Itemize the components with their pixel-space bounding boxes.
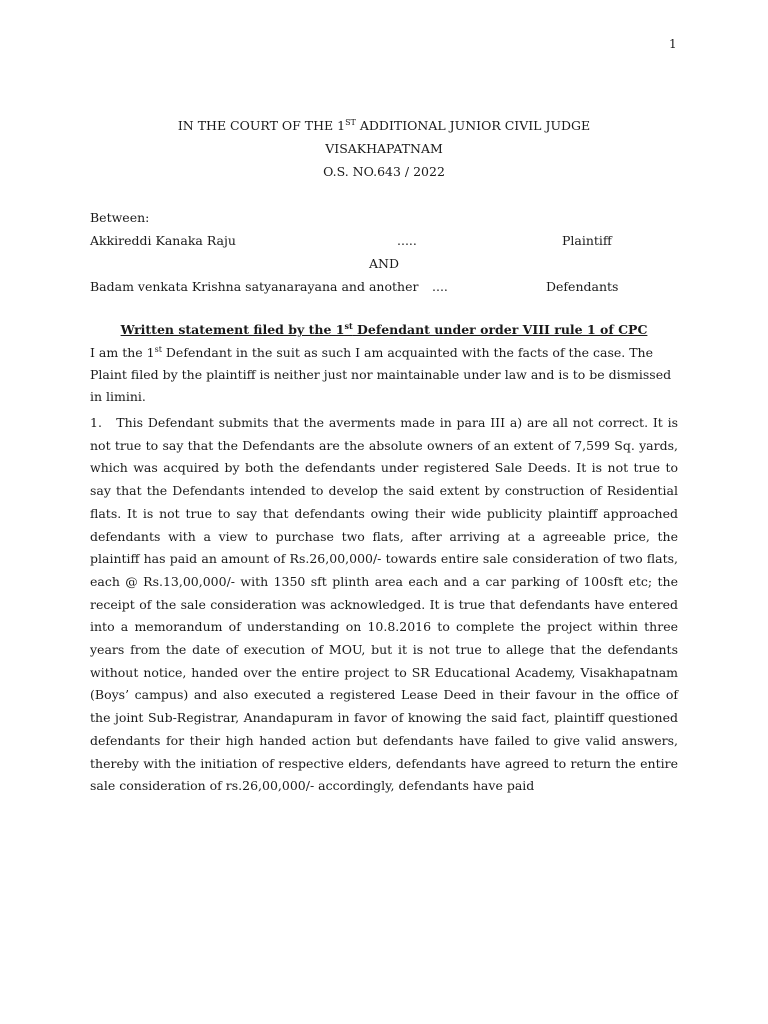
paragraph-1: 1. This Defendant submits that the averments made in para III a) are all not correct. It is not true to say that the Defendants are the absolute owners of an extent of 7,599 Sq. yards, which was acquired by both the defendants under registered Sale Deeds. It is not true to say that the Defendants intended to develop the said extent by construction of Residential flats. It is not true to say that defendants owing their wide publicity plaintiff approached defendants with a view to purchase two flats, after arriving at a agreeable price, the plaintiff has paid an amount of Rs.26,00,000/- towards entire sale consideration of two flats, each @ Rs.13,00,000/- with 1350 sft plinth area each and a car parking of 100sft etc; the receipt of the sale consideration was acknowledged. It is true that defendants have entered into a memorandum of understanding on 10.8.2016 to complete the project within three years from the date of execution of MOU, but it is not true to allege that the defendants without notice, handed over the entire project to SR Educational Academy, Visakhapatnam (Boys’ campus) and also executed a registered Lease Deed in their favour in the office of the joint Sub-Registrar, Anandapuram in favor of knowing the said fact, plaintiff questioned defendants for their high handed action but defendants have failed to give valid answers, thereby with the initiation of respective elders, defendants have agreed to return the entire sale consideration of rs.26,00,000/- accordingly, defendants have paid	[90, 415, 678, 794]
intro-paragraph	[90, 342, 678, 408]
court-heading-sup: ST	[345, 117, 356, 127]
defendant-role: Defendants	[546, 279, 619, 294]
court-heading-suffix: ADDITIONAL JUNIOR CIVIL JUDGE	[355, 118, 591, 133]
and-label: AND	[369, 256, 399, 271]
statement-title-prefix: Written statement filed by the 1	[120, 322, 345, 337]
plaintiff-dots: .....	[397, 233, 417, 248]
intro-sup: st	[154, 344, 162, 354]
page-number: 1	[669, 37, 677, 51]
intro-prefix: I am the 1	[90, 345, 155, 360]
court-city: VISAKHAPATNAM	[325, 141, 443, 156]
statement-title-suffix: Defendant under order VIII rule 1 of CPC	[352, 322, 648, 337]
intro-suffix: Defendant in the suit as such I am acquainted with the facts of the case. The Plaint filed by the plaintiff is neither just nor maintainable under law and is to be dismissed in limini.	[90, 345, 672, 404]
defendant-name: Badam venkata Krishna satyanarayana and another	[90, 279, 419, 294]
plaintiff-role: Plaintiff	[562, 233, 612, 248]
statement-title	[0, 322, 768, 337]
statement-title-sup: st	[344, 320, 353, 331]
between-label: Between:	[90, 210, 150, 225]
plaintiff-name: Akkireddi Kanaka Raju	[90, 233, 236, 248]
court-heading	[0, 118, 768, 133]
court-heading-prefix: IN THE COURT OF THE 1	[177, 118, 346, 133]
case-number: O.S. NO.643 / 2022	[323, 164, 445, 179]
defendant-dots: ....	[432, 279, 448, 294]
